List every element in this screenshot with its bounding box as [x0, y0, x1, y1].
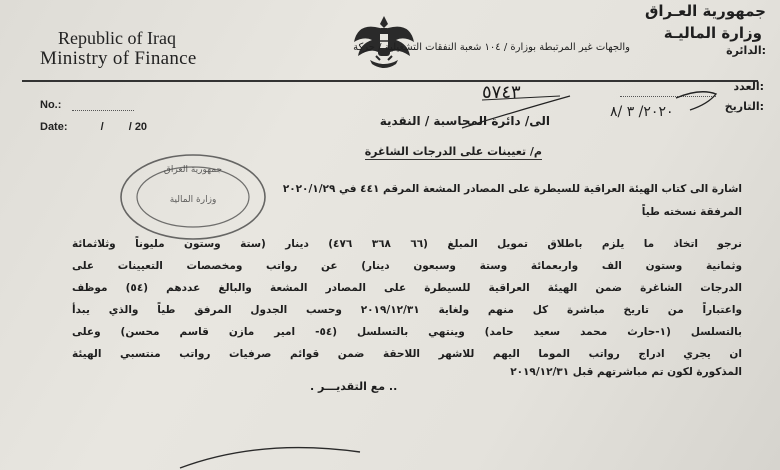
department-label-ar: :الدائرة: [726, 44, 766, 57]
header-ministry-en: Ministry of Finance: [40, 48, 197, 69]
date-year: / 20: [128, 121, 148, 133]
body-line: الدرجات الشاغرة ضمن الهيئة العراقية للسيطرة على المصادر المشعة والبالغ عددهم (٥٤) موظف: [72, 282, 742, 294]
body-line: المذكورة لكون تم مباشرتهم قبل ٢٠١٩/١٢/٣١: [510, 366, 742, 378]
header-republic-ar: جمهورية العـراق: [644, 2, 766, 20]
subject-line: م/ تعيينات على الدرجات الشاغرة: [364, 145, 542, 158]
body-line: المرفقة نسخته طياً: [641, 206, 742, 218]
date-label-en: [40, 121, 147, 133]
header-divider: [22, 80, 758, 82]
number-label-ar: :العدد: [733, 80, 764, 93]
stamp-outer-text: جمهورية العراق: [163, 165, 223, 175]
stamp-inner-text: وزارة المالية: [169, 195, 217, 205]
body-line: واعتباراً من تاريخ مباشرة كل منهم ولغاية ٢٠١٩/١٢/٣١ وحسب الجدول المرفق طياً والذي يبدأ: [72, 304, 742, 316]
body-line: بالتسلسل (١-حارث محمد سعيد حامد) وينتهي بالتسلسل (٥٤- امير مازن قاسم محسن) وعلى: [72, 326, 742, 338]
handwritten-date: ٢٠٢٠/ ٣ /٨: [610, 104, 674, 120]
ar-number-dotted-line: [620, 96, 716, 97]
handwritten-reference-number: ٥٧٤٣: [482, 82, 521, 103]
number-dotted-line: [72, 110, 134, 111]
header-republic-en: Republic of Iraq: [58, 28, 176, 48]
date-label-ar: :التاريخ: [724, 100, 764, 113]
recipient-line: الى/ دائرة المحاسبة / النقدية: [379, 114, 550, 128]
body-line: ان يجري ادراج رواتب الموما اليهم للاشهر اللاحقة ضمن قوائم صرفيات رواتب منتسبي الهيئة: [72, 348, 742, 360]
date-label-text: Date:: [40, 121, 68, 133]
closing-line: .. مع التقديـــر .: [310, 380, 398, 393]
body-line: نرجو اتخاذ ما يلزم باطلاق تمويل المبلغ (٦٦ ٣٦٨ ٤٧٦) دينار (ستة وستون مليوناً وثلاثمائة: [72, 238, 743, 250]
official-stamp-icon: [118, 152, 268, 242]
body-line: اشارة الى كتاب الهيئة العراقية للسيطرة على المصادر المشعة المرقم ٤٤١ في ٢٠٢٠/١/٢٩: [282, 183, 742, 195]
body-line: وثمانية وستون الف واربعمائة وستة وسبعون دينار) عن رواتب ومخصصات التعيينات على: [72, 260, 742, 272]
header-ministry-ar: وزارة الماليـة: [663, 24, 762, 42]
date-separator: /: [100, 121, 104, 133]
number-label-en: No.:: [40, 99, 62, 111]
header-subtitle-ar: والجهات غير المرتبطة بوزارة / ١٠٤ شعبة النفقات التشغيلية / حركة: [353, 42, 630, 53]
